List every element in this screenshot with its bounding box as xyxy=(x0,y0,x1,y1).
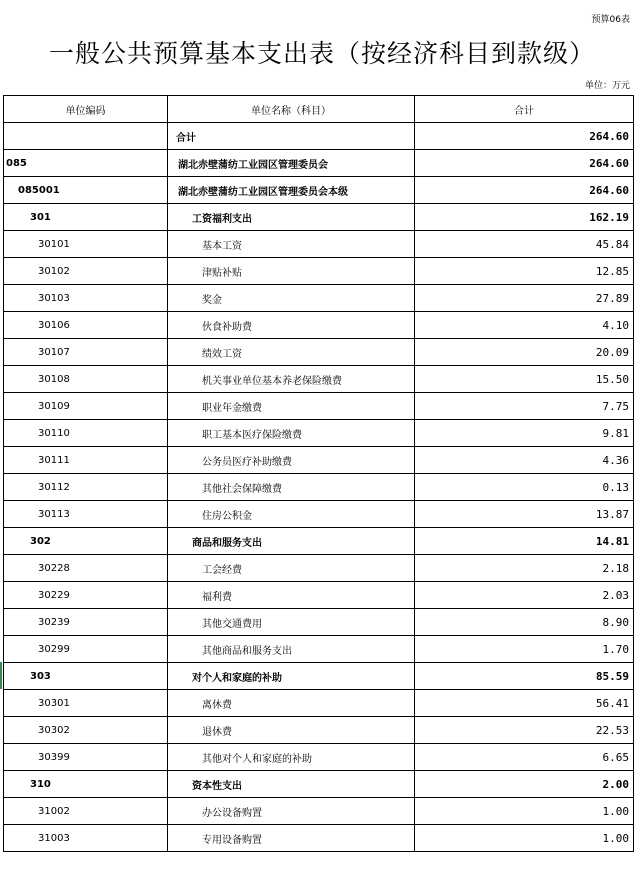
table-row[interactable] xyxy=(4,312,634,339)
cell-code[interactable]: 30239 xyxy=(4,609,168,636)
cell-name[interactable]: 湖北赤壁蒲纺工业园区管理委员会 xyxy=(168,150,415,177)
table-row[interactable] xyxy=(4,717,634,744)
cell-name[interactable]: 湖北赤壁蒲纺工业园区管理委员会本级 xyxy=(168,177,415,204)
cell-name[interactable]: 机关事业单位基本养老保险缴费 xyxy=(168,366,415,393)
cell-total[interactable]: 56.41 xyxy=(415,690,634,717)
cell-code[interactable]: 31002 xyxy=(4,798,168,825)
form-number: 预算06表 xyxy=(591,15,630,25)
cell-name[interactable]: 住房公积金 xyxy=(168,501,415,528)
cell-total[interactable]: 4.36 xyxy=(415,447,634,474)
cell-code[interactable]: 30112 xyxy=(4,474,168,501)
cell-code[interactable]: 30302 xyxy=(4,717,168,744)
table-row[interactable] xyxy=(4,690,634,717)
cell-total[interactable]: 2.03 xyxy=(415,582,634,609)
cell-code[interactable]: 30111 xyxy=(4,447,168,474)
row-selection-marker xyxy=(0,662,2,689)
cell-name[interactable]: 伙食补助费 xyxy=(168,312,415,339)
cell-total[interactable]: 264.60 xyxy=(415,123,634,150)
cell-name[interactable]: 基本工资 xyxy=(168,231,415,258)
table-row[interactable] xyxy=(4,231,634,258)
cell-code[interactable]: 310 xyxy=(4,771,168,798)
cell-name[interactable]: 福利费 xyxy=(168,582,415,609)
cell-total[interactable]: 8.90 xyxy=(415,609,634,636)
cell-name[interactable]: 其他商品和服务支出 xyxy=(168,636,415,663)
cell-total[interactable]: 1.70 xyxy=(415,636,634,663)
cell-code[interactable] xyxy=(4,123,168,150)
cell-code[interactable]: 302 xyxy=(4,528,168,555)
cell-name[interactable]: 职业年金缴费 xyxy=(168,393,415,420)
table-row[interactable] xyxy=(4,825,634,852)
cell-total[interactable]: 1.00 xyxy=(415,825,634,852)
cell-code[interactable]: 30399 xyxy=(4,744,168,771)
cell-code[interactable]: 30110 xyxy=(4,420,168,447)
cell-code[interactable]: 30113 xyxy=(4,501,168,528)
cell-code[interactable]: 303 xyxy=(4,663,168,690)
cell-total[interactable]: 45.84 xyxy=(415,231,634,258)
header-code: 单位编码 xyxy=(4,96,168,123)
cell-name[interactable]: 其他交通费用 xyxy=(168,609,415,636)
table-row[interactable] xyxy=(4,474,634,501)
cell-code[interactable]: 30229 xyxy=(4,582,168,609)
cell-name[interactable]: 其他对个人和家庭的补助 xyxy=(168,744,415,771)
table-row[interactable] xyxy=(4,177,634,204)
cell-total[interactable]: 22.53 xyxy=(415,717,634,744)
table-row[interactable] xyxy=(4,123,634,150)
table-row[interactable] xyxy=(4,258,634,285)
table-row[interactable] xyxy=(4,663,634,690)
cell-total[interactable]: 264.60 xyxy=(415,150,634,177)
cell-name[interactable]: 资本性支出 xyxy=(168,771,415,798)
cell-total[interactable]: 264.60 xyxy=(415,177,634,204)
cell-name[interactable]: 工会经费 xyxy=(168,555,415,582)
table-row[interactable] xyxy=(4,420,634,447)
cell-name[interactable]: 对个人和家庭的补助 xyxy=(168,663,415,690)
cell-name[interactable]: 工资福利支出 xyxy=(168,204,415,231)
cell-code[interactable]: 30102 xyxy=(4,258,168,285)
table-row[interactable] xyxy=(4,609,634,636)
table-row[interactable] xyxy=(4,393,634,420)
header-name: 单位名称（科目） xyxy=(168,96,415,123)
table-row[interactable] xyxy=(4,771,634,798)
unit-label: 单位：万元 xyxy=(584,81,630,91)
table-body xyxy=(4,123,634,852)
table-row[interactable] xyxy=(4,285,634,312)
cell-total[interactable]: 20.09 xyxy=(415,339,634,366)
cell-total[interactable]: 1.00 xyxy=(415,798,634,825)
table-row[interactable] xyxy=(4,150,634,177)
cell-total[interactable]: 9.81 xyxy=(415,420,634,447)
cell-name[interactable]: 其他社会保障缴费 xyxy=(168,474,415,501)
cell-code[interactable]: 31003 xyxy=(4,825,168,852)
cell-code[interactable]: 30107 xyxy=(4,339,168,366)
table-row[interactable] xyxy=(4,447,634,474)
budget-table xyxy=(3,95,634,852)
cell-code[interactable]: 085 xyxy=(4,150,168,177)
cell-code[interactable]: 30299 xyxy=(4,636,168,663)
cell-total[interactable]: 2.00 xyxy=(415,771,634,798)
table-row[interactable] xyxy=(4,339,634,366)
table-row[interactable] xyxy=(4,528,634,555)
cell-name[interactable]: 奖金 xyxy=(168,285,415,312)
cell-code[interactable]: 30101 xyxy=(4,231,168,258)
cell-name[interactable]: 合计 xyxy=(168,123,415,150)
cell-total[interactable]: 27.89 xyxy=(415,285,634,312)
cell-code[interactable]: 30301 xyxy=(4,690,168,717)
cell-code[interactable]: 085001 xyxy=(4,177,168,204)
table-header-row xyxy=(4,96,634,123)
cell-name[interactable]: 商品和服务支出 xyxy=(168,528,415,555)
cell-code[interactable]: 30103 xyxy=(4,285,168,312)
cell-code[interactable]: 30228 xyxy=(4,555,168,582)
cell-code[interactable]: 301 xyxy=(4,204,168,231)
table-row[interactable] xyxy=(4,204,634,231)
cell-name[interactable]: 办公设备购置 xyxy=(168,798,415,825)
cell-total[interactable]: 13.87 xyxy=(415,501,634,528)
table-row[interactable] xyxy=(4,798,634,825)
page-title: 一般公共预算基本支出表（按经济科目到款级） xyxy=(48,39,595,68)
cell-name[interactable]: 离休费 xyxy=(168,690,415,717)
cell-total[interactable]: 14.81 xyxy=(415,528,634,555)
cell-name[interactable]: 绩效工资 xyxy=(168,339,415,366)
cell-code[interactable]: 30109 xyxy=(4,393,168,420)
cell-total[interactable]: 12.85 xyxy=(415,258,634,285)
cell-total[interactable]: 4.10 xyxy=(415,312,634,339)
table-row[interactable] xyxy=(4,366,634,393)
header-total: 合计 xyxy=(415,96,634,123)
cell-name[interactable]: 公务员医疗补助缴费 xyxy=(168,447,415,474)
cell-total[interactable]: 15.50 xyxy=(415,366,634,393)
table-row[interactable] xyxy=(4,501,634,528)
cell-name[interactable]: 津贴补贴 xyxy=(168,258,415,285)
table-row[interactable] xyxy=(4,555,634,582)
cell-total[interactable]: 85.59 xyxy=(415,663,634,690)
cell-total[interactable]: 162.19 xyxy=(415,204,634,231)
table-row[interactable] xyxy=(4,582,634,609)
cell-total[interactable]: 0.13 xyxy=(415,474,634,501)
cell-code[interactable]: 30108 xyxy=(4,366,168,393)
cell-code[interactable]: 30106 xyxy=(4,312,168,339)
table-row[interactable] xyxy=(4,744,634,771)
cell-total[interactable]: 6.65 xyxy=(415,744,634,771)
cell-total[interactable]: 2.18 xyxy=(415,555,634,582)
cell-name[interactable]: 职工基本医疗保险缴费 xyxy=(168,420,415,447)
cell-name[interactable]: 专用设备购置 xyxy=(168,825,415,852)
cell-name[interactable]: 退休费 xyxy=(168,717,415,744)
cell-total[interactable]: 7.75 xyxy=(415,393,634,420)
table-row[interactable] xyxy=(4,636,634,663)
